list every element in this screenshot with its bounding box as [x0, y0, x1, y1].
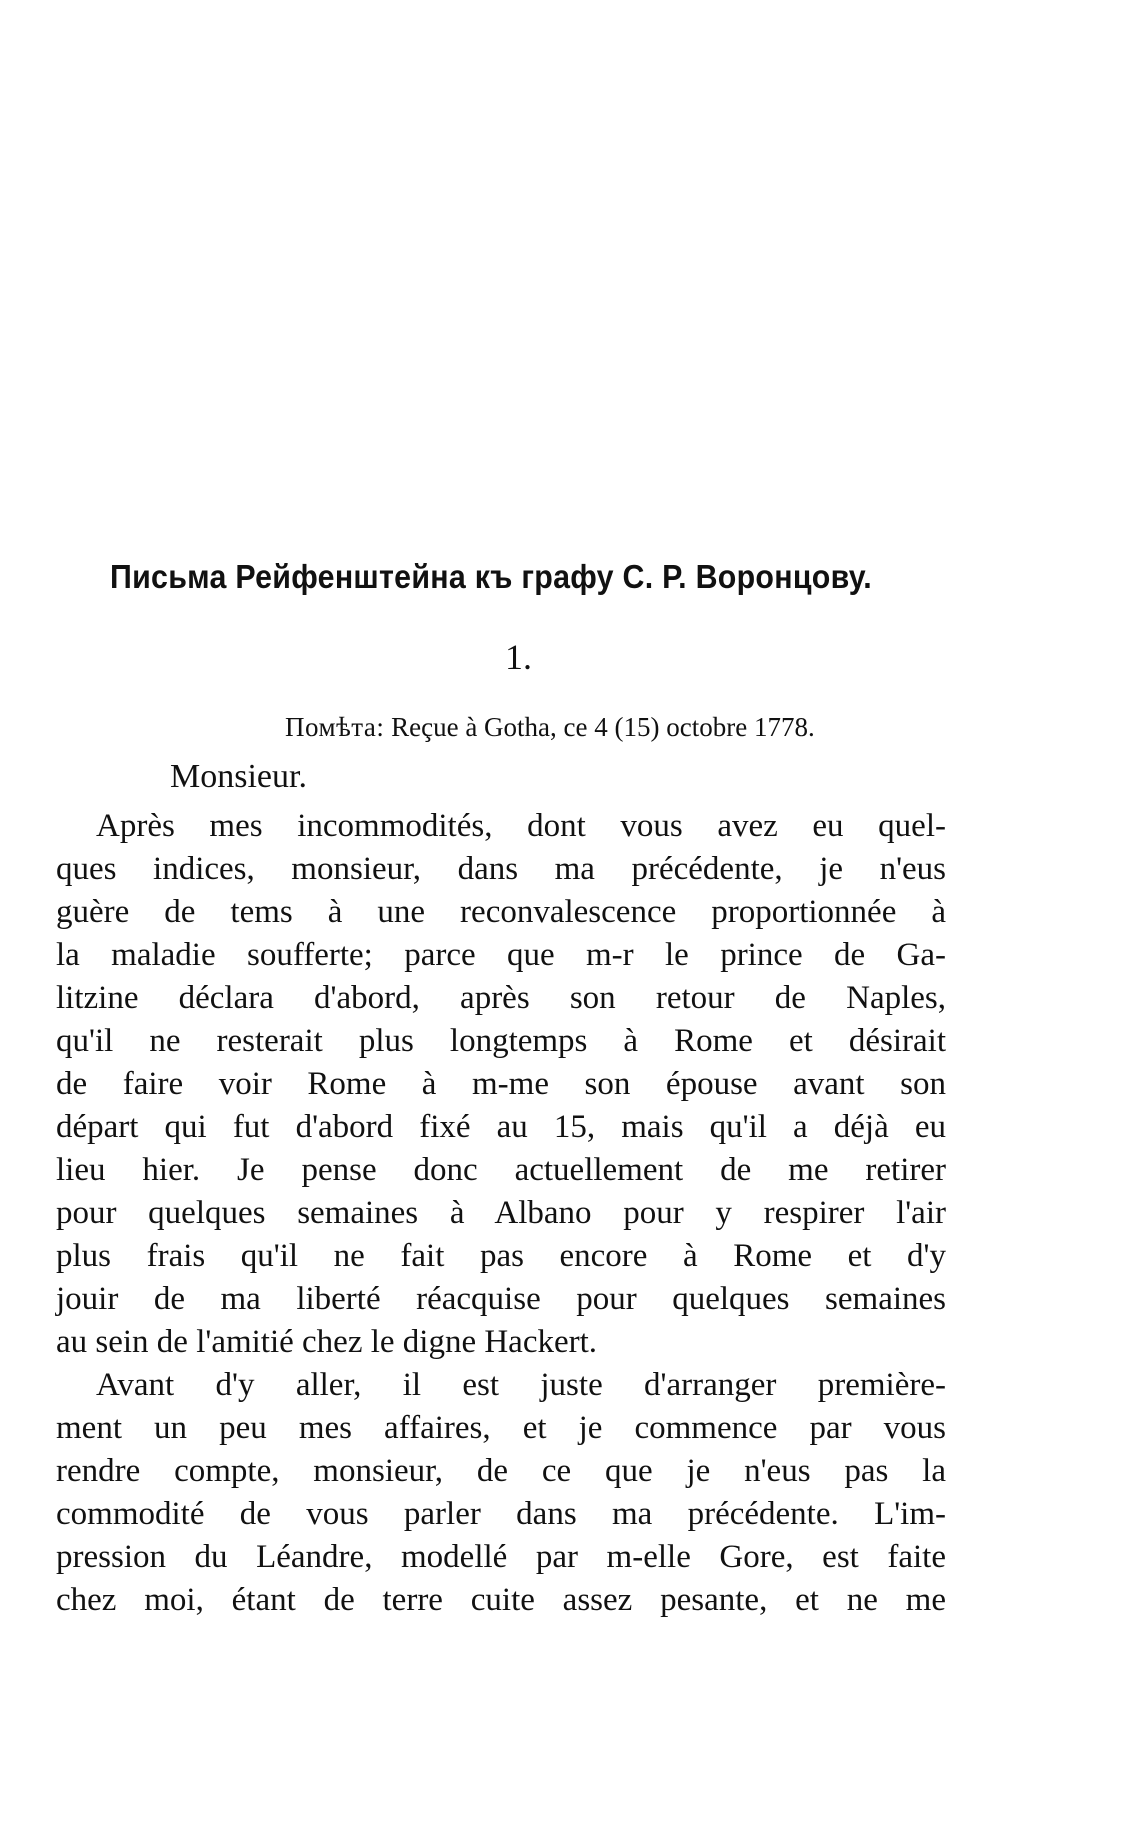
page-title: Письма Рейфенштейна къ графу С. Р. Воронцову. — [110, 558, 873, 595]
paragraph-2-line: ment un peu mes affaires, et je commence par vous — [56, 1410, 946, 1446]
paragraph-1-line: Après mes incommodités, dont vous avez eu quel- — [96, 808, 946, 844]
annotation-text: Reçue à Gotha, ce 4 (15) octobre 1778. — [391, 712, 815, 742]
paragraph-1-line: départ qui fut d'abord fixé au 15, mais qu'il a déjà eu — [56, 1109, 946, 1145]
paragraph-1-line: qu'il ne resterait plus longtemps à Rome et désirait — [56, 1023, 946, 1059]
paragraph-2-line: pression du Léandre, modellé par m-elle Gore, est faite — [56, 1539, 946, 1575]
paragraph-2-line: chez moi, étant de terre cuite assez pesante, et ne me — [56, 1582, 946, 1618]
receipt-annotation — [285, 712, 815, 743]
annotation-label: Помѣта: — [285, 712, 385, 742]
paragraph-1-line: au sein de l'amitié chez le digne Hackert. — [56, 1324, 598, 1360]
letter-number: 1. — [505, 637, 532, 677]
paragraph-1-line: pour quelques semaines à Albano pour y respirer l'air — [56, 1195, 946, 1231]
paragraph-1-line: jouir de ma liberté réacquise pour quelques semaines — [56, 1281, 946, 1317]
paragraph-1-line: plus frais qu'il ne fait pas encore à Rome et d'y — [56, 1238, 946, 1274]
paragraph-2-line: commodité de vous parler dans ma précédente. L'im- — [56, 1496, 946, 1532]
paragraph-1-line: de faire voir Rome à m-me son épouse avant son — [56, 1066, 946, 1102]
paragraph-1-line: guère de tems à une reconvalescence proportionnée à — [56, 894, 946, 930]
paragraph-1-line: lieu hier. Je pense donc actuellement de me retirer — [56, 1152, 946, 1188]
paragraph-2-line: Avant d'y aller, il est juste d'arranger première- — [96, 1367, 946, 1403]
paragraph-1-line: la maladie soufferte; parce que m-r le prince de Ga- — [56, 937, 946, 973]
paragraph-2-line: rendre compte, monsieur, de ce que je n'eus pas la — [56, 1453, 946, 1489]
paragraph-1-line: ques indices, monsieur, dans ma précédente, je n'eus — [56, 851, 946, 887]
salutation: Monsieur. — [170, 758, 307, 795]
paragraph-1-line: litzine déclara d'abord, après son retour de Naples, — [56, 980, 946, 1016]
